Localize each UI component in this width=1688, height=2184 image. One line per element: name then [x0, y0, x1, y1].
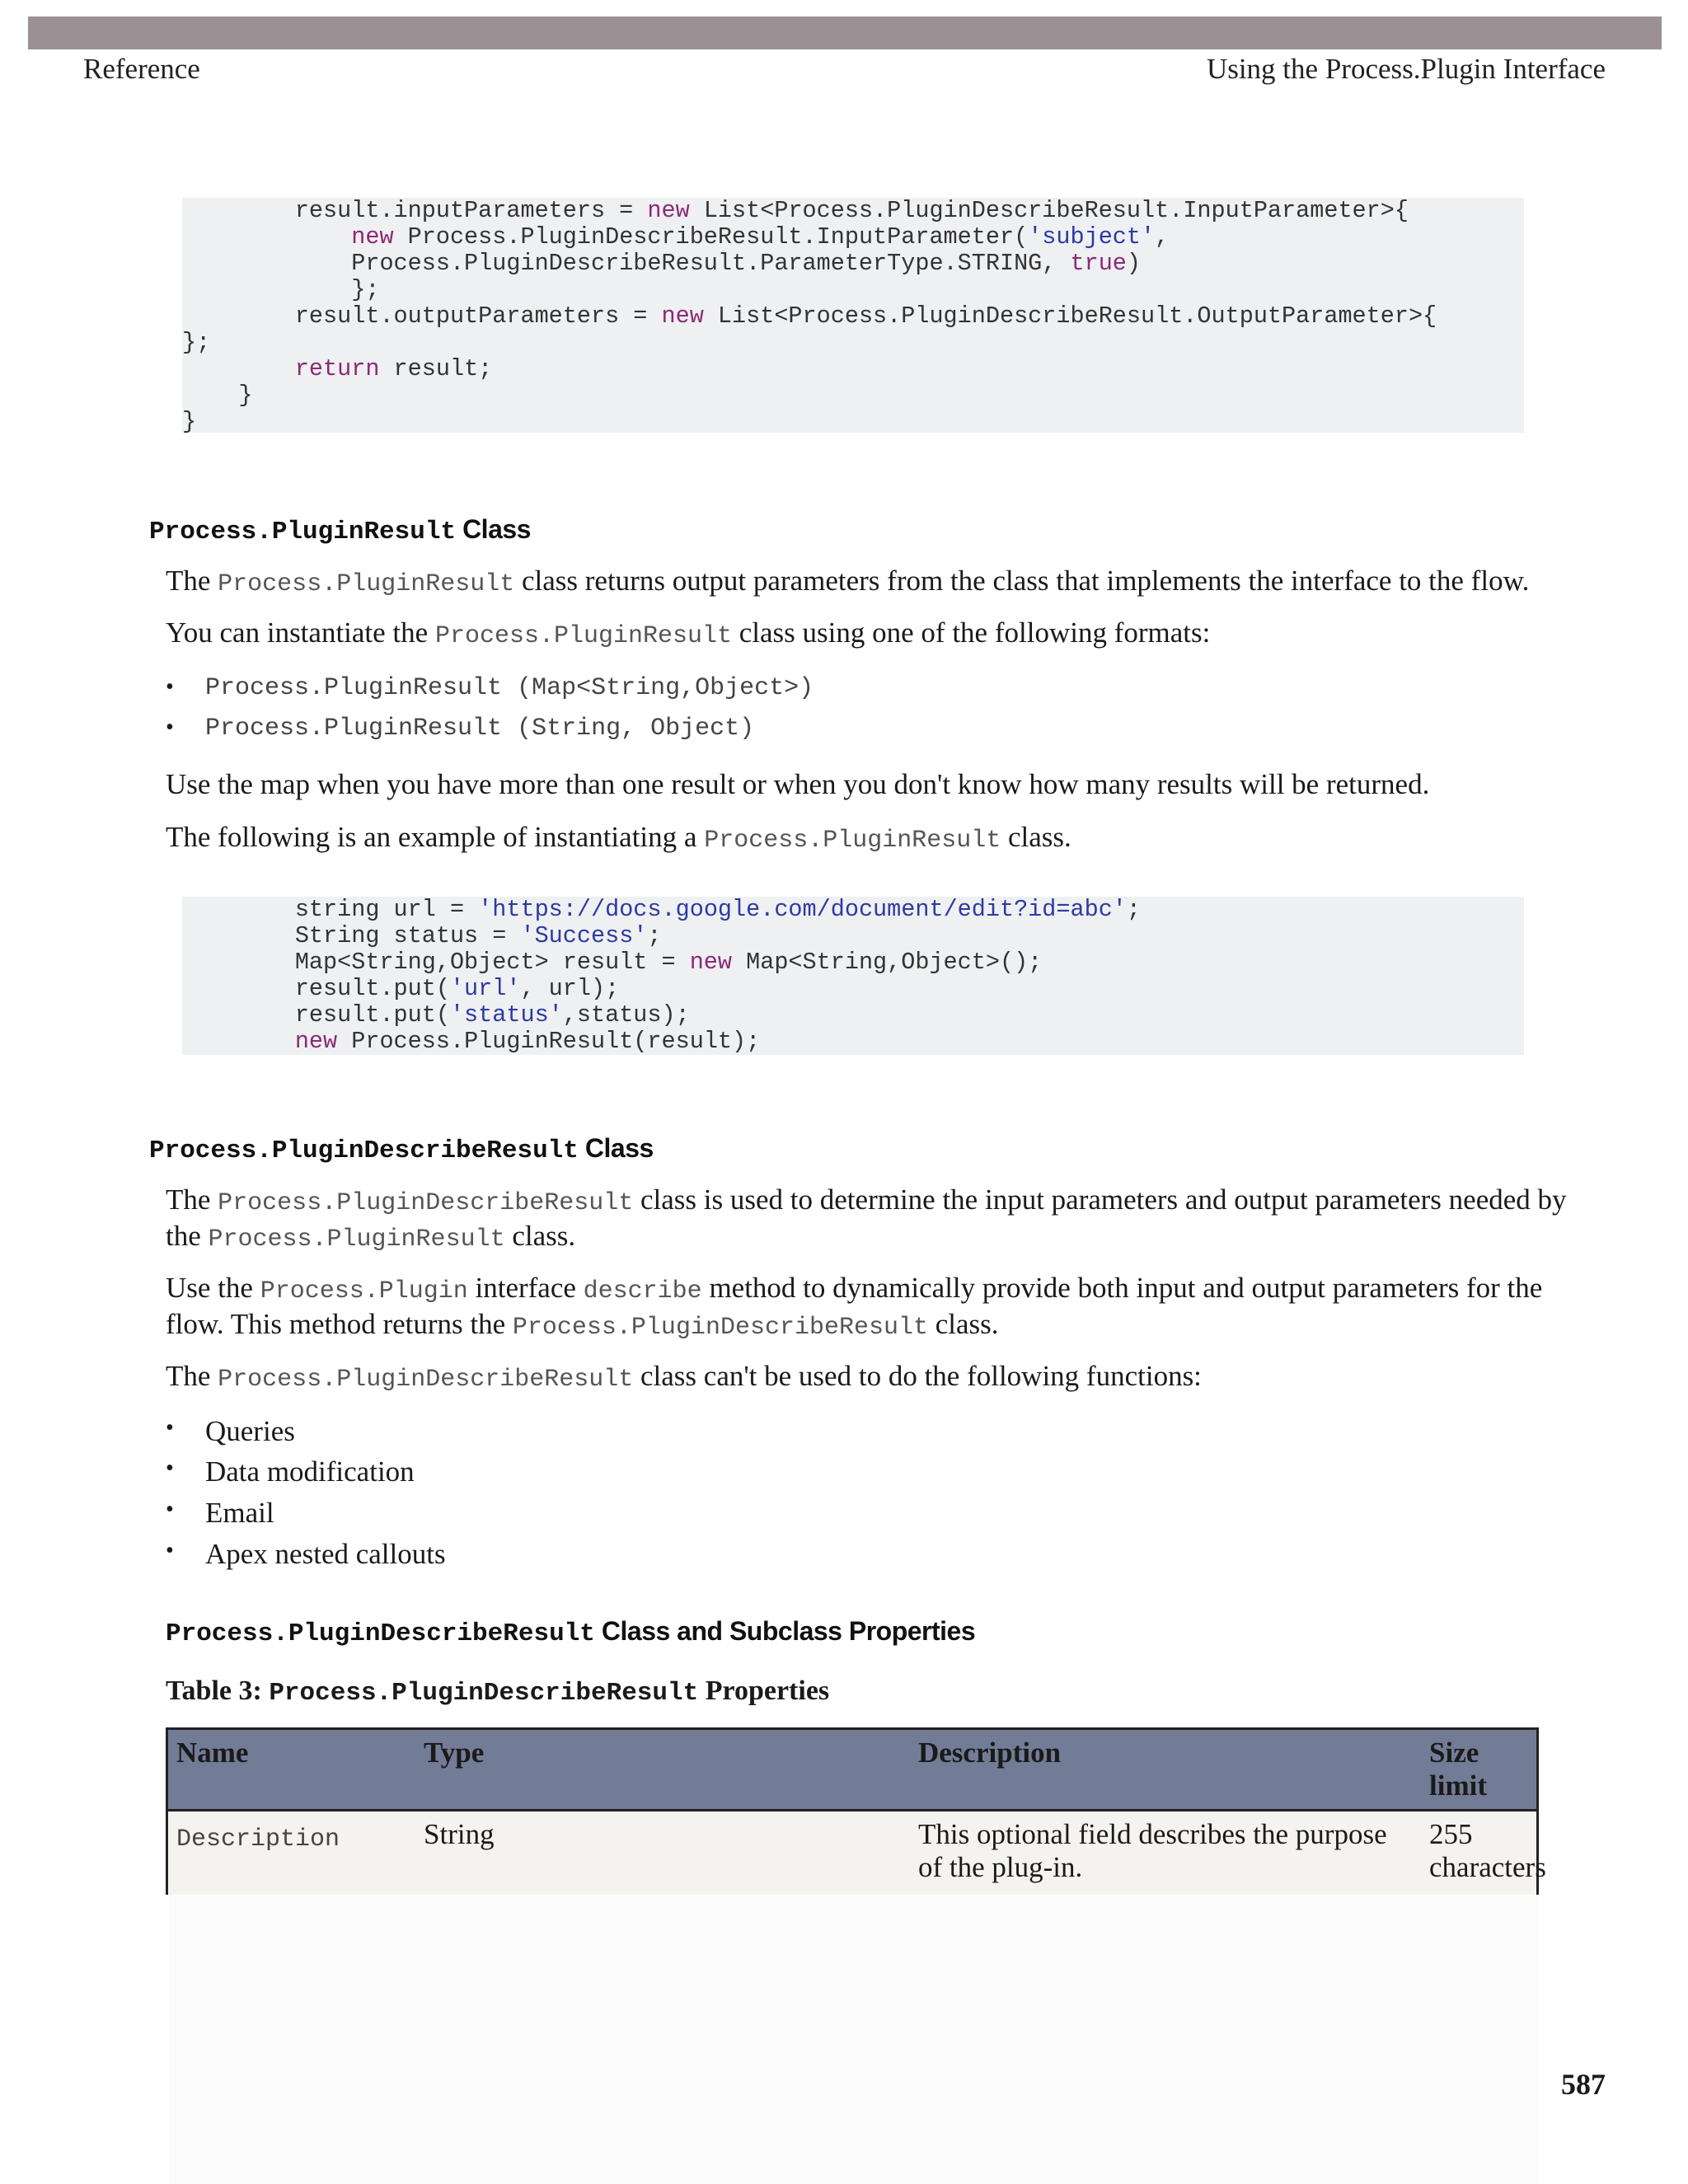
column-header-name: Name [176, 1736, 249, 1769]
code-line: new Process.PluginResult(result); [294, 1028, 761, 1055]
subheading-properties [166, 1616, 975, 1648]
page-number: 587 [1561, 2068, 1606, 2101]
paragraph-describe-result-1: The Process.PluginDescribeResult class is used to determine the input parameters and output parameters needed by [166, 1183, 1567, 1217]
column-header-size-limit: Size limit [1429, 1736, 1487, 1802]
paragraph-describe-result-2: Use the Process.Plugin interface describe method to dynamically provide both input and output parameters for the [166, 1272, 1543, 1305]
paragraph-describe-result-2-cont: flow. This method returns the Process.PluginDescribeResult class. [166, 1308, 999, 1342]
properties-table [166, 1727, 1546, 1895]
paragraph-plugin-result-3: Use the map when you have more than one result or when you don't know how many results will be returned. [166, 768, 1430, 800]
cell-name: Description [176, 1825, 340, 1854]
code-block-plugin-result-example [182, 897, 1524, 1055]
code-line: }; [182, 329, 211, 356]
table-header [166, 1727, 1539, 1811]
paragraph-describe-result-1-cont: the Process.PluginResult class. [166, 1220, 576, 1254]
paragraph-plugin-result-1: The Process.PluginResult class returns output parameters from the class that implements the interface to the flow. [166, 565, 1530, 598]
heading-plugin-describe-result [149, 1133, 654, 1165]
code-line: }; [182, 276, 380, 303]
heading-plugin-result [149, 514, 531, 546]
paragraph-plugin-result-2: You can instantiate the Process.PluginResult class using one of the following formats: [166, 616, 1211, 650]
page-blank-area [170, 1896, 1538, 2184]
paragraph-plugin-result-4: The following is an example of instantiating a Process.PluginResult class. [166, 821, 1071, 855]
code-line: result.outputParameters = new List<Process.PluginDescribeResult.OutputParameter>{ [182, 302, 1437, 330]
code-line: result.inputParameters = new List<Process.PluginDescribeResult.InputParameter>{ [182, 198, 1409, 224]
subheading-code: Process.PluginDescribeResult [166, 1619, 595, 1648]
heading-text: Class [462, 514, 531, 544]
header-bar [28, 16, 1662, 49]
header-right: Using the Process.Plugin Interface [1206, 53, 1606, 85]
heading-code: Process.PluginDescribeResult [149, 1137, 579, 1165]
paragraph-describe-result-3: The Process.PluginDescribeResult class can't be used to do the following functions: [166, 1360, 1202, 1394]
cell-description: This optional field describes the purpose of the plug-in. [918, 1818, 1387, 1883]
heading-text: Class [584, 1133, 654, 1163]
heading-code: Process.PluginResult [149, 518, 457, 546]
column-header-description: Description [918, 1736, 1062, 1769]
subheading-text: Class and Subclass Properties [601, 1616, 976, 1646]
column-header-type: Type [424, 1736, 485, 1769]
code-line: result.put('status',status); [182, 1001, 690, 1029]
code-line: } [182, 382, 253, 409]
code-line: new Process.PluginDescribeResult.InputParameter('subject', [351, 223, 1170, 251]
cell-size-limit: 255 characters [1429, 1818, 1546, 1883]
code-line: result.put('url', url); [182, 975, 620, 1002]
code-line: Process.PluginDescribeResult.ParameterType.STRING, true) [182, 250, 1142, 277]
code-line: string url = 'https://docs.google.com/document/edit?id=abc'; [182, 897, 1142, 923]
cell-type: String [424, 1818, 495, 1850]
code-line: Map<String,Object> result = new Map<String,Object>(); [182, 949, 1043, 976]
header-left: Reference [83, 53, 200, 85]
code-block-describe [182, 198, 1524, 433]
table-title: Table 3: Process.PluginDescribeResult Properties [166, 1675, 830, 1708]
code-line: return result; [294, 355, 493, 382]
table-row [166, 1811, 1546, 1895]
code-line: } [182, 408, 197, 433]
code-line: String status = 'Success'; [182, 922, 662, 949]
